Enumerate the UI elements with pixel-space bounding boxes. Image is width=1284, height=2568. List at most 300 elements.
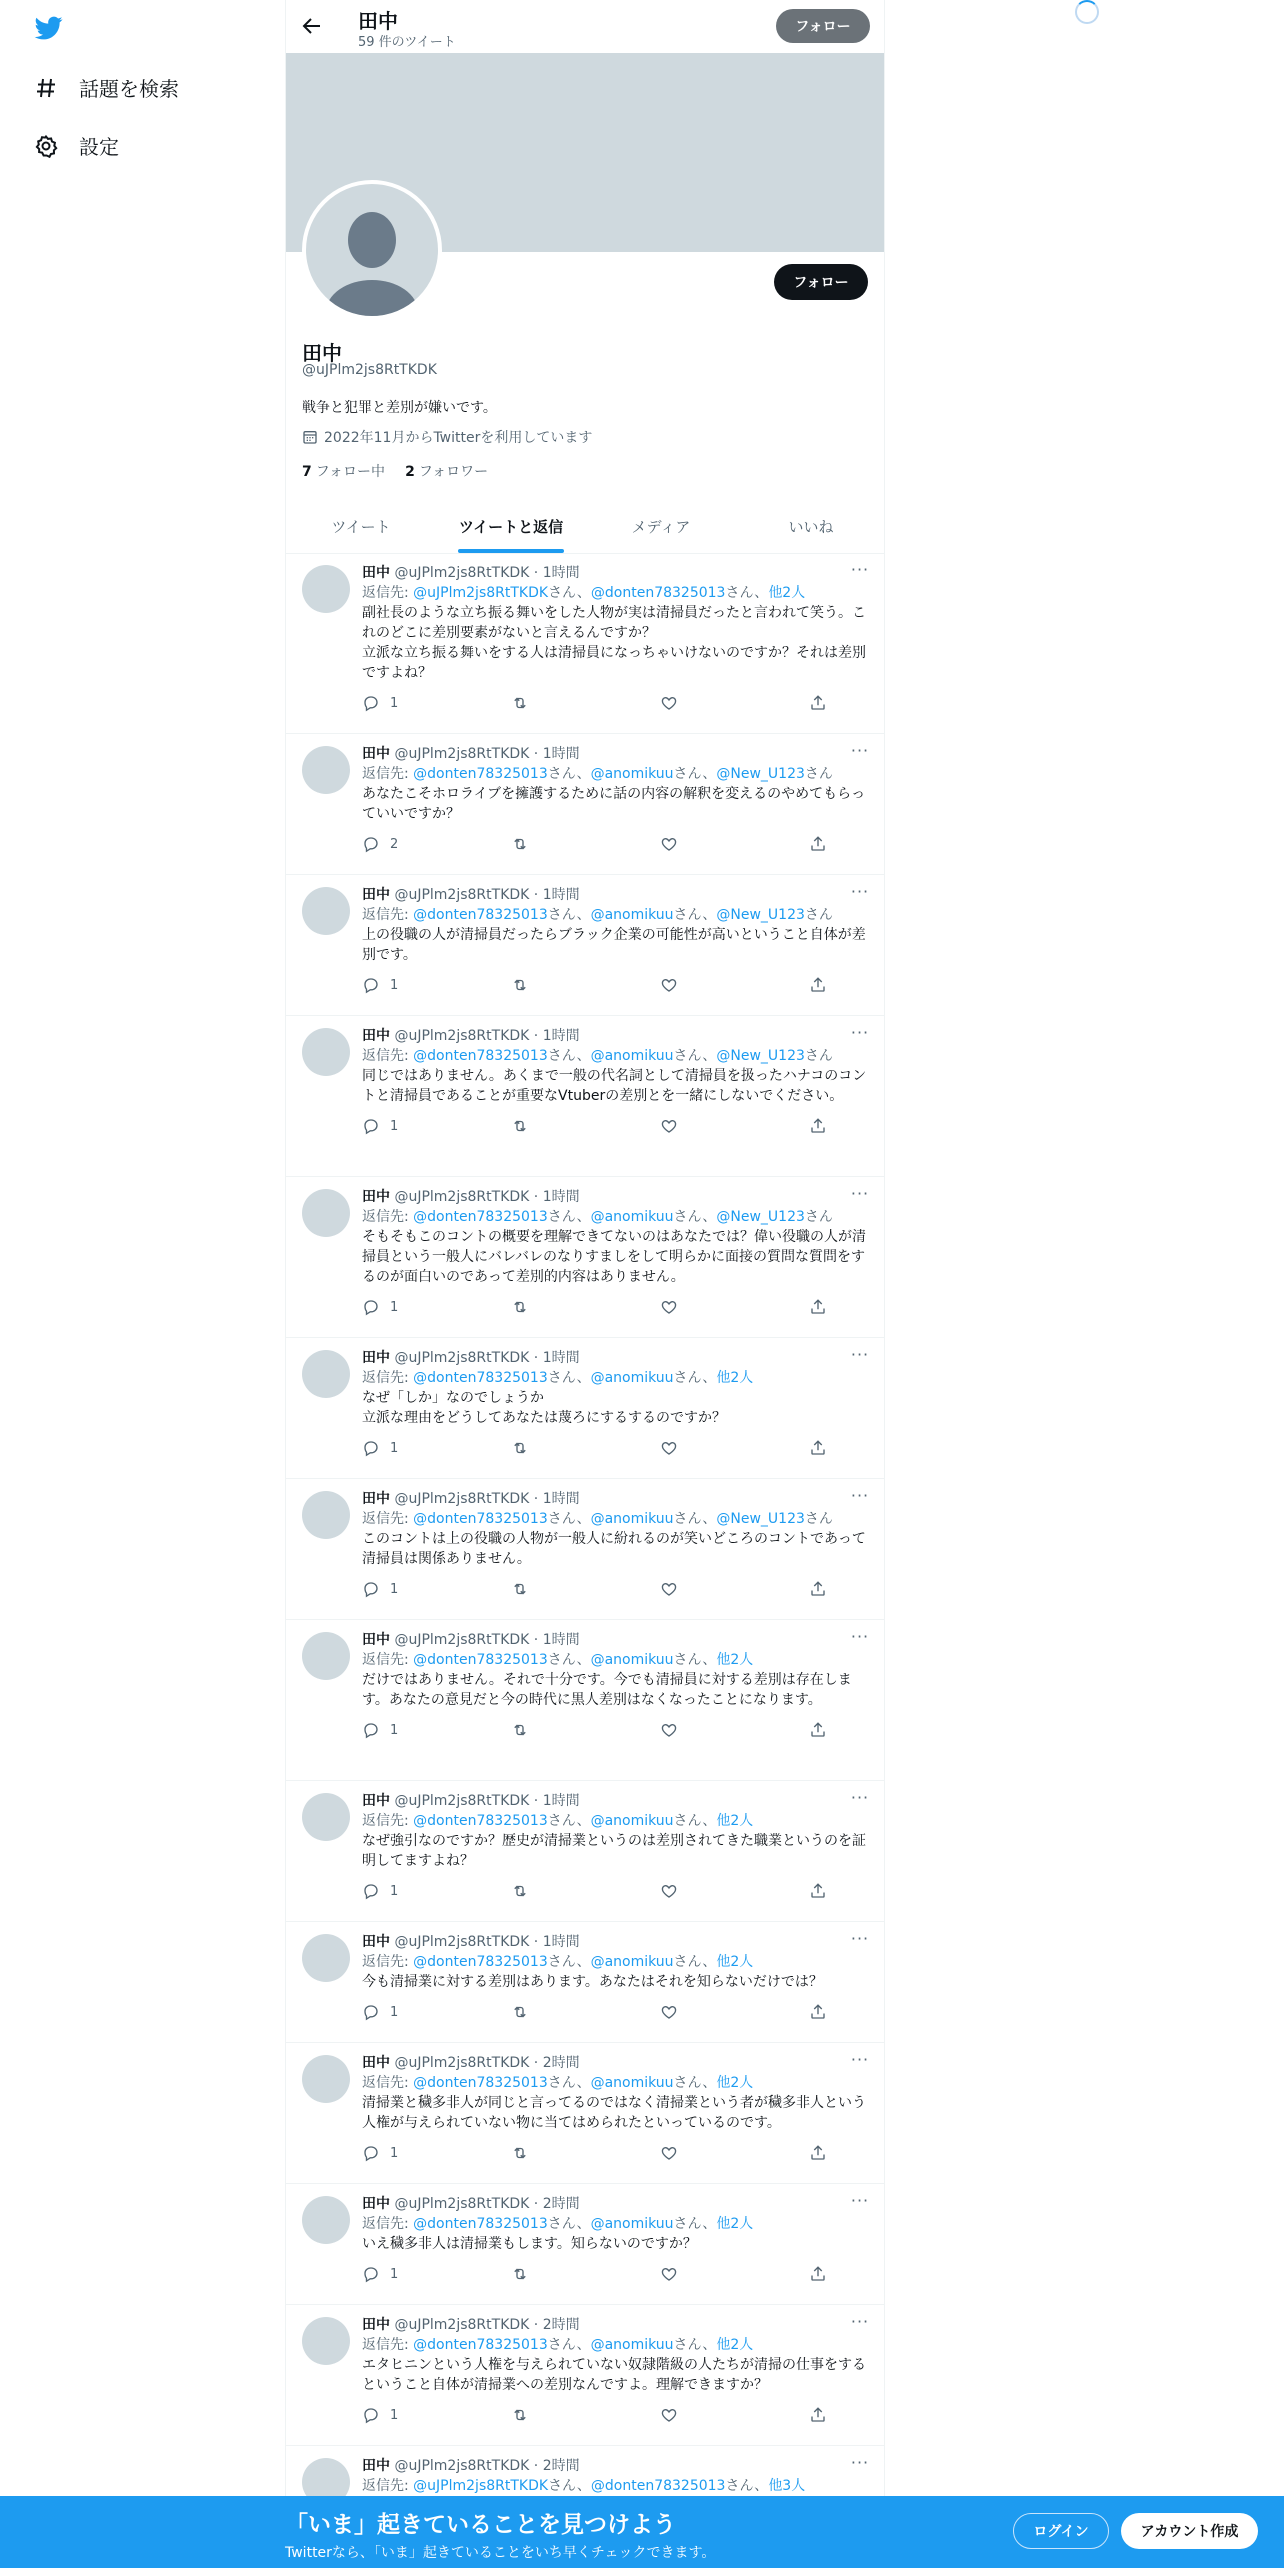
reply-count: 1 <box>390 2407 399 2423</box>
reply-count: 1 <box>390 1722 399 1738</box>
tweet-avatar[interactable] <box>302 746 350 794</box>
heart-icon <box>660 835 678 853</box>
tweet[interactable] <box>286 2043 885 2184</box>
tweet-author-handle[interactable]: @uJPlm2js8RtTKDK <box>394 1028 530 1044</box>
tweet[interactable] <box>286 1781 885 1922</box>
reply-mention[interactable]: @New_U123 <box>716 1048 805 1064</box>
tweet-avatar[interactable] <box>302 2196 350 2244</box>
reply-separator: さん、 <box>673 1652 717 1668</box>
tweet-actions <box>362 2002 868 2022</box>
share-button[interactable] <box>809 976 837 994</box>
tweet-text: 今も清掃業に対する差別はあります。あなたはそれを知らないだけでは？ <box>362 1974 823 1990</box>
reply-mention[interactable]: @donten78325013 <box>413 766 548 782</box>
tweet-avatar[interactable] <box>302 1189 350 1237</box>
share-button[interactable] <box>809 1298 837 1316</box>
tweet-author-name[interactable]: 田中 <box>362 746 390 762</box>
retweet-button[interactable] <box>511 1580 660 1598</box>
retweet-icon <box>511 1882 529 1900</box>
reply-icon <box>362 1882 380 1900</box>
reply-separator: さん、 <box>547 2216 591 2232</box>
tweet-author-handle[interactable]: @uJPlm2js8RtTKDK <box>394 2317 530 2333</box>
tweet-time[interactable]: 2時間 <box>542 2458 580 2474</box>
reply-count: 1 <box>390 2004 399 2020</box>
tweet-text: あなたこそホロライブを擁護するために話の内容の解釈を変えるのやめてもらっていいですか？ <box>362 786 866 822</box>
like-button[interactable] <box>660 1721 809 1739</box>
reply-mention[interactable]: 他2人 <box>716 1370 754 1386</box>
tweet[interactable] <box>286 1479 885 1620</box>
nav-item-explore[interactable] <box>33 73 179 102</box>
reply-mention[interactable]: @New_U123 <box>716 907 805 923</box>
reply-mention[interactable]: @donten78325013 <box>413 1209 548 1225</box>
reply-mention[interactable]: @donten78325013 <box>413 2216 548 2232</box>
reply-mention[interactable]: 他2人 <box>716 1954 754 1970</box>
reply-button[interactable] <box>362 2144 511 2162</box>
loading-spinner-icon <box>1075 0 1099 24</box>
heart-icon <box>660 1882 678 1900</box>
tweet-header <box>362 882 870 905</box>
tweet[interactable] <box>286 1177 885 1338</box>
tweet-actions <box>362 1438 868 1458</box>
tweet-author-name[interactable]: 田中 <box>362 1189 390 1205</box>
reply-prefix: 返信先: <box>362 2337 414 2353</box>
tweet-author-name[interactable]: 田中 <box>362 1491 390 1507</box>
tweet-author-name[interactable]: 田中 <box>362 2317 390 2333</box>
tweet-avatar[interactable] <box>302 1028 350 1076</box>
reply-prefix: 返信先: <box>362 2478 414 2494</box>
tweet-author-handle[interactable]: @uJPlm2js8RtTKDK <box>394 1793 530 1809</box>
tweet-header <box>362 560 870 583</box>
more-options-icon[interactable]: ··· <box>850 2453 870 2472</box>
tweet[interactable] <box>286 2184 885 2305</box>
reply-mention[interactable]: 他2人 <box>716 2216 754 2232</box>
profile-bio: 戦争と犯罪と差別が嫌いです。 <box>302 400 497 416</box>
tweet-body <box>362 882 870 995</box>
tweet-text: 副社長のような立ち振る舞いをした人物が実は清掃員だったと言われて笑う。これのどこに差別要素がないと言えるんですか？ 立派な立ち振る舞いをする人は清掃員になっちゃいけないのですか？それは差別ですよね？ <box>362 605 866 681</box>
tweet-author-handle[interactable]: @uJPlm2js8RtTKDK <box>394 1491 530 1507</box>
more-options-icon[interactable]: ··· <box>850 1929 870 1948</box>
more-options-icon[interactable]: ··· <box>850 1345 870 1364</box>
like-button[interactable] <box>660 1117 809 1135</box>
tweet-time[interactable]: 2時間 <box>542 2317 580 2333</box>
reply-button[interactable] <box>362 2265 511 2283</box>
following-count: 7 <box>302 464 312 480</box>
reply-separator: さん、 <box>673 907 717 923</box>
reply-mention[interactable]: 他2人 <box>716 2075 754 2091</box>
reply-mention[interactable]: @anomikuu <box>590 907 674 923</box>
reply-icon <box>362 1721 380 1739</box>
share-button[interactable] <box>809 694 837 712</box>
hashtag-icon <box>33 75 59 101</box>
like-button[interactable] <box>660 2003 809 2021</box>
tweet-dot-separator: · <box>529 1189 543 1205</box>
tweet-time[interactable]: 1時間 <box>542 1793 580 1809</box>
tweet-time[interactable]: 1時間 <box>542 746 580 762</box>
reply-button[interactable] <box>362 976 511 994</box>
reply-mention[interactable]: 他2人 <box>716 1813 754 1829</box>
tweet-time[interactable]: 2時間 <box>542 2196 580 2212</box>
retweet-icon <box>511 2003 529 2021</box>
tweet-author-handle[interactable]: @uJPlm2js8RtTKDK <box>394 887 530 903</box>
tweet-author-handle[interactable]: @uJPlm2js8RtTKDK <box>394 1189 530 1205</box>
more-options-icon[interactable]: ··· <box>850 1184 870 1203</box>
tweet-dot-separator: · <box>529 2317 543 2333</box>
bottom-bar-title: 「いま」起きていることを見つけよう <box>285 2512 676 2538</box>
back-arrow-icon[interactable] <box>300 14 324 38</box>
nav-item-label: 設定 <box>79 135 119 159</box>
tweet-author-name[interactable]: 田中 <box>362 1632 390 1648</box>
reply-prefix: 返信先: <box>362 2075 414 2091</box>
reply-mention[interactable]: @donten78325013 <box>413 2075 548 2091</box>
retweet-button[interactable] <box>511 1721 660 1739</box>
share-button[interactable] <box>809 835 837 853</box>
tweet-text: このコントは上の役職の人物が一般人に紛れるのが笑いどころのコントであって清掃員は関係ありません。 <box>362 1531 866 1567</box>
more-options-icon[interactable]: ··· <box>850 2191 870 2210</box>
tweet-body <box>362 1023 870 1136</box>
tweet-avatar[interactable] <box>302 1934 350 1982</box>
reply-separator: さん、 <box>673 2075 717 2091</box>
tweet-dot-separator: · <box>529 1632 543 1648</box>
tweet-header <box>362 2191 870 2214</box>
retweet-icon <box>511 2406 529 2424</box>
reply-mention[interactable]: @anomikuu <box>590 1813 674 1829</box>
tweet-author-handle[interactable]: @uJPlm2js8RtTKDK <box>394 2055 530 2071</box>
share-button[interactable] <box>809 2144 837 2162</box>
tweet-time[interactable]: 1時間 <box>542 1632 580 1648</box>
retweet-icon <box>511 694 529 712</box>
like-button[interactable] <box>660 2144 809 2162</box>
tweet-time[interactable]: 1時間 <box>542 565 580 581</box>
reply-mention[interactable]: @donten78325013 <box>413 1652 548 1668</box>
reply-button[interactable] <box>362 1439 511 1457</box>
reply-icon <box>362 2144 380 2162</box>
tweet-author-name[interactable]: 田中 <box>362 2055 390 2071</box>
reply-count: 1 <box>390 2145 399 2161</box>
reply-separator: さん、 <box>547 1209 591 1225</box>
reply-separator: さん、 <box>673 2216 717 2232</box>
tweet-author-name[interactable]: 田中 <box>362 2196 390 2212</box>
tweet[interactable] <box>286 1922 885 2043</box>
tweet[interactable] <box>286 1620 885 1781</box>
reply-icon <box>362 1439 380 1457</box>
like-button[interactable] <box>660 1298 809 1316</box>
retweet-icon <box>511 1298 529 1316</box>
tweet-author-handle[interactable]: @uJPlm2js8RtTKDK <box>394 1934 530 1950</box>
reply-mention[interactable]: @anomikuu <box>590 1511 674 1527</box>
like-button[interactable] <box>660 976 809 994</box>
tweet-avatar[interactable] <box>302 1632 350 1680</box>
tab-tweets[interactable]: ツイート <box>331 518 391 536</box>
tweet-author-handle[interactable]: @uJPlm2js8RtTKDK <box>394 2458 530 2474</box>
share-icon <box>809 976 827 994</box>
tweet-header <box>362 2050 870 2073</box>
tweet-body <box>362 1788 870 1901</box>
reply-button[interactable] <box>362 1882 511 1900</box>
like-button[interactable] <box>660 1439 809 1457</box>
share-icon <box>809 1439 827 1457</box>
share-icon <box>809 2406 827 2424</box>
tweet-body <box>362 1486 870 1599</box>
reply-mention[interactable]: @donten78325013 <box>413 1954 548 1970</box>
tweet-header <box>362 1929 870 1952</box>
reply-mention[interactable]: @New_U123 <box>716 1209 805 1225</box>
tweet-avatar[interactable] <box>302 2055 350 2103</box>
reply-button[interactable] <box>362 2406 511 2424</box>
tweet-time[interactable]: 1時間 <box>542 1189 580 1205</box>
retweet-button[interactable] <box>511 2003 660 2021</box>
tweet-reply-to <box>362 2214 868 2234</box>
reply-button[interactable] <box>362 1298 511 1316</box>
retweet-icon <box>511 976 529 994</box>
retweet-button[interactable] <box>511 2144 660 2162</box>
heart-icon <box>660 1721 678 1739</box>
more-options-icon[interactable]: ··· <box>850 2050 870 2069</box>
more-options-icon[interactable]: ··· <box>850 2312 870 2331</box>
reply-mention[interactable]: @donten78325013 <box>590 2478 726 2494</box>
reply-mention[interactable]: @anomikuu <box>590 2075 674 2091</box>
reply-mention[interactable]: @donten78325013 <box>413 907 548 923</box>
tab-media[interactable]: メディア <box>631 518 691 536</box>
reply-prefix: 返信先: <box>362 2216 414 2232</box>
share-icon <box>809 1882 827 1900</box>
tweet-actions <box>362 1881 868 1901</box>
tweet-text: 上の役職の人が清掃員だったらブラック企業の可能性が高いということ自体が差別です。 <box>362 927 866 963</box>
signup-button[interactable]: アカウント作成 <box>1121 2513 1258 2549</box>
retweet-button[interactable] <box>511 2265 660 2283</box>
profile-avatar[interactable] <box>302 180 442 320</box>
like-button[interactable] <box>660 1882 809 1900</box>
more-options-icon[interactable]: ··· <box>850 741 870 760</box>
tweet-avatar[interactable] <box>302 1491 350 1539</box>
retweet-button[interactable] <box>511 694 660 712</box>
reply-mention[interactable]: @donten78325013 <box>413 1048 548 1064</box>
retweet-button[interactable] <box>511 976 660 994</box>
reply-icon <box>362 1117 380 1135</box>
more-options-icon[interactable]: ··· <box>850 560 870 579</box>
heart-icon <box>660 976 678 994</box>
more-options-icon[interactable]: ··· <box>850 1627 870 1646</box>
reply-count: 1 <box>390 695 399 711</box>
reply-button[interactable] <box>362 694 511 712</box>
following-link[interactable] <box>302 461 385 481</box>
gear-icon <box>33 133 59 159</box>
tweet-actions <box>362 2264 868 2284</box>
retweet-icon <box>511 1117 529 1135</box>
more-options-icon[interactable]: ··· <box>850 882 870 901</box>
header-tweet-count: 59 件のツイート <box>358 35 456 50</box>
tweet-reply-to <box>362 1509 868 1529</box>
reply-mention[interactable]: @uJPlm2js8RtTKDK <box>413 2478 549 2494</box>
reply-separator: さん、 <box>548 585 591 601</box>
reply-mention[interactable]: @New_U123 <box>716 1511 805 1527</box>
tweet-body <box>362 1627 870 1740</box>
tweet-time[interactable]: 1時間 <box>542 1350 580 1366</box>
tweet-reply-to <box>362 1368 868 1388</box>
profile-joined <box>302 427 592 447</box>
tweet-avatar[interactable] <box>302 1350 350 1398</box>
reply-mention[interactable]: @anomikuu <box>590 1370 674 1386</box>
tweet-author-handle[interactable]: @uJPlm2js8RtTKDK <box>394 565 530 581</box>
like-button[interactable] <box>660 835 809 853</box>
retweet-button[interactable] <box>511 835 660 853</box>
reply-count: 1 <box>390 1299 399 1315</box>
tweet-text: なぜ強引なのですか？歴史が清掃業というのは差別されてきた職業というのを証明してますよね？ <box>362 1833 866 1869</box>
tweet-author-handle[interactable]: @uJPlm2js8RtTKDK <box>394 1350 530 1366</box>
retweet-button[interactable] <box>511 1117 660 1135</box>
tweet-author-handle[interactable]: @uJPlm2js8RtTKDK <box>394 2196 530 2212</box>
follow-button[interactable]: フォロー <box>774 264 868 300</box>
tweet-reply-to <box>362 1207 868 1227</box>
tweet-time[interactable]: 2時間 <box>542 2055 580 2071</box>
reply-prefix: 返信先: <box>362 1370 414 1386</box>
reply-separator: さん、 <box>547 1370 591 1386</box>
share-icon <box>809 694 827 712</box>
login-button[interactable]: ログイン <box>1013 2513 1109 2549</box>
reply-prefix: 返信先: <box>362 1954 414 1970</box>
more-options-icon[interactable]: ··· <box>850 1788 870 1807</box>
reply-mention[interactable]: @anomikuu <box>590 1209 674 1225</box>
reply-button[interactable] <box>362 1117 511 1135</box>
tweet-avatar[interactable] <box>302 565 350 613</box>
reply-mention[interactable]: @anomikuu <box>590 1652 674 1668</box>
tweet-author-name[interactable]: 田中 <box>362 1934 390 1950</box>
reply-mention[interactable]: 他2人 <box>768 585 806 601</box>
reply-separator: さん、 <box>725 2478 769 2494</box>
reply-mention[interactable]: @uJPlm2js8RtTKDK <box>413 585 549 601</box>
tweet-time[interactable]: 1時間 <box>542 1028 580 1044</box>
tab-likes[interactable]: いいね <box>788 518 834 536</box>
tweet-avatar[interactable] <box>302 2317 350 2365</box>
nav-item-settings[interactable] <box>33 131 119 160</box>
reply-button[interactable] <box>362 835 511 853</box>
retweet-button[interactable] <box>511 1298 660 1316</box>
reply-separator: さん、 <box>673 1370 717 1386</box>
profile-tabs <box>286 500 885 554</box>
tab-tweets-and-replies[interactable]: ツイートと返信 <box>436 500 586 553</box>
tweet-reply-to <box>362 1811 868 1831</box>
reply-prefix: 返信先: <box>362 1652 414 1668</box>
tweet-actions <box>362 1720 868 1740</box>
heart-icon <box>660 1117 678 1135</box>
share-button[interactable] <box>809 2406 837 2424</box>
reply-prefix: 返信先: <box>362 766 414 782</box>
retweet-icon <box>511 2265 529 2283</box>
heart-icon <box>660 2265 678 2283</box>
tweet-dot-separator: · <box>529 2055 543 2071</box>
reply-mention[interactable]: @donten78325013 <box>590 585 726 601</box>
tweet-body <box>362 741 870 854</box>
reply-mention[interactable]: @anomikuu <box>590 1048 674 1064</box>
tweet-author-name[interactable]: 田中 <box>362 1028 390 1044</box>
share-button[interactable] <box>809 1882 837 1900</box>
reply-separator: さん、 <box>547 2337 591 2353</box>
tweet-actions <box>362 1579 868 1599</box>
followers-link[interactable] <box>405 461 488 481</box>
tweet[interactable] <box>286 1016 885 1177</box>
retweet-button[interactable] <box>511 1439 660 1457</box>
reply-separator: さん、 <box>725 585 769 601</box>
reply-mention[interactable]: @anomikuu <box>590 2337 674 2353</box>
reply-prefix: 返信先: <box>362 585 414 601</box>
reply-button[interactable] <box>362 1721 511 1739</box>
header-follow-button[interactable]: フォロー <box>776 9 870 43</box>
like-button[interactable] <box>660 1580 809 1598</box>
reply-mention[interactable]: @anomikuu <box>590 766 674 782</box>
tweet[interactable] <box>286 553 885 734</box>
tweet-author-handle[interactable]: @uJPlm2js8RtTKDK <box>394 1632 530 1648</box>
profile-column <box>285 0 885 2568</box>
tweet-time[interactable]: 1時間 <box>542 1934 580 1950</box>
tweet-author-name[interactable]: 田中 <box>362 1350 390 1366</box>
retweet-icon <box>511 1439 529 1457</box>
tweet-author-name[interactable]: 田中 <box>362 2458 390 2474</box>
tweet-avatar[interactable] <box>302 887 350 935</box>
like-button[interactable] <box>660 2406 809 2424</box>
tweet-reply-to <box>362 583 868 603</box>
tweet-author-name[interactable]: 田中 <box>362 1793 390 1809</box>
reply-mention[interactable]: @anomikuu <box>590 2216 674 2232</box>
reply-mention[interactable]: @anomikuu <box>590 1954 674 1970</box>
reply-mention[interactable]: 他2人 <box>716 1652 754 1668</box>
share-button[interactable] <box>809 1439 837 1457</box>
retweet-button[interactable] <box>511 1882 660 1900</box>
tweet-actions <box>362 2143 868 2163</box>
tweet-time[interactable]: 1時間 <box>542 1491 580 1507</box>
reply-mention[interactable]: 他3人 <box>768 2478 806 2494</box>
reply-mention[interactable]: @donten78325013 <box>413 1370 548 1386</box>
tweet-time[interactable]: 1時間 <box>542 887 580 903</box>
tweet-avatar[interactable] <box>302 1793 350 1841</box>
more-options-icon[interactable]: ··· <box>850 1023 870 1042</box>
reply-separator: さん、 <box>547 1813 591 1829</box>
retweet-button[interactable] <box>511 2406 660 2424</box>
reply-count: 1 <box>390 1118 399 1134</box>
tweet[interactable] <box>286 875 885 1016</box>
share-icon <box>809 1580 827 1598</box>
reply-mention[interactable]: @donten78325013 <box>413 1813 548 1829</box>
reply-mention[interactable]: 他2人 <box>716 2337 754 2353</box>
share-button[interactable] <box>809 2003 837 2021</box>
tweet-text: いえ穢多非人は清掃業もします。知らないのですか？ <box>362 2236 697 2252</box>
tweet-author-handle[interactable]: @uJPlm2js8RtTKDK <box>394 746 530 762</box>
tweet-actions <box>362 975 868 995</box>
reply-mention[interactable]: @New_U123 <box>716 766 805 782</box>
tweet-author-name[interactable]: 田中 <box>362 565 390 581</box>
reply-button[interactable] <box>362 2003 511 2021</box>
share-button[interactable] <box>809 2265 837 2283</box>
reply-mention[interactable]: @donten78325013 <box>413 2337 548 2353</box>
tweet-body <box>362 2312 870 2425</box>
twitter-bird-icon[interactable] <box>33 14 65 42</box>
share-button[interactable] <box>809 1580 837 1598</box>
like-button[interactable] <box>660 2265 809 2283</box>
heart-icon <box>660 2144 678 2162</box>
reply-button[interactable] <box>362 1580 511 1598</box>
share-button[interactable] <box>809 1721 837 1739</box>
heart-icon <box>660 694 678 712</box>
tweet-author-name[interactable]: 田中 <box>362 887 390 903</box>
like-button[interactable] <box>660 694 809 712</box>
tweet[interactable] <box>286 734 885 875</box>
more-options-icon[interactable]: ··· <box>850 1486 870 1505</box>
tweet[interactable] <box>286 2305 885 2446</box>
tweet[interactable] <box>286 1338 885 1479</box>
reply-mention[interactable]: @donten78325013 <box>413 1511 548 1527</box>
reply-separator: さん、 <box>547 1048 591 1064</box>
signup-bottom-bar <box>0 2496 1284 2568</box>
share-button[interactable] <box>809 1117 837 1135</box>
following-label: フォロー中 <box>315 464 386 480</box>
share-icon <box>809 2144 827 2162</box>
